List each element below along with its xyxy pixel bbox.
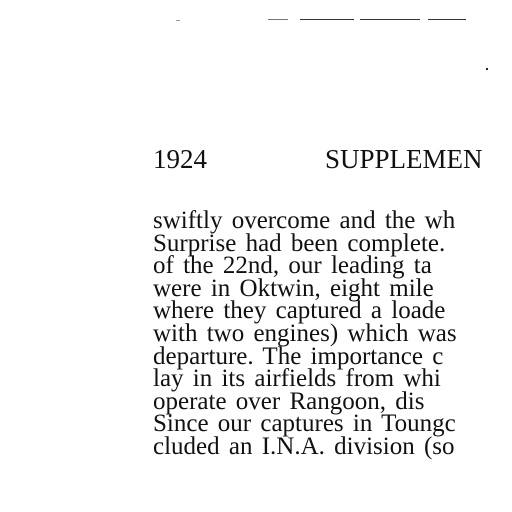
scan-artifact-line — [268, 19, 288, 20]
scan-artifact-speck — [176, 20, 180, 21]
text-line: lay in its airfields from whi — [153, 365, 441, 393]
text-line: were in Oktwin, eight mile — [153, 274, 434, 302]
scan-artifact-line — [300, 19, 354, 20]
scan-artifact-speck — [486, 68, 488, 70]
text-line: of the 22nd, our leading ta — [153, 252, 432, 280]
text-line: cluded an I.N.A. division (so — [153, 432, 455, 460]
running-title: SUPPLEMEN — [325, 144, 483, 174]
text-line: Surprise had been complete. — [153, 229, 446, 257]
page-number: 1924 — [153, 144, 207, 174]
text-line: with two engines) which was — [153, 319, 457, 347]
body-paragraph — [153, 207, 512, 460]
scan-artifact-line — [428, 19, 466, 20]
text-line: swiftly overcome and the wh — [153, 207, 456, 234]
scan-artifact-line — [360, 19, 420, 20]
text-line: operate over Rangoon, dis — [153, 387, 425, 415]
text-line: departure. The importance c — [153, 342, 444, 370]
text-line: where they captured a loade — [153, 297, 446, 325]
text-line: Since our captures in Toungc — [153, 410, 456, 438]
